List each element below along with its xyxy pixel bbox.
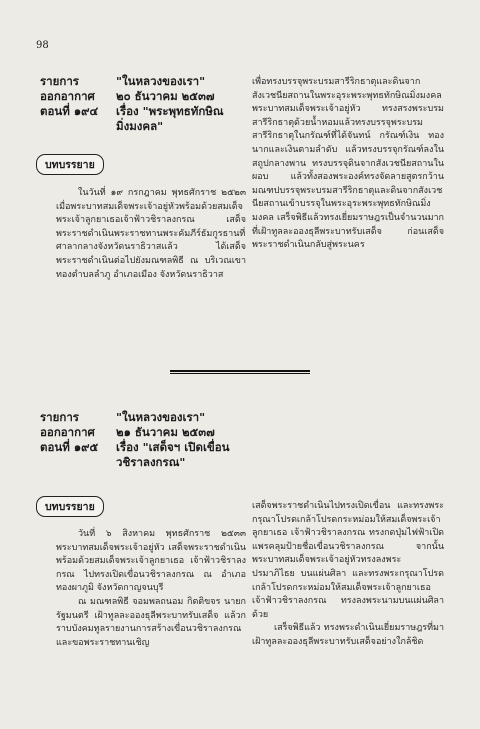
paragraph: ในวันที่ ๑๙ กรกฎาคม พุทธศักราช ๒๕๒๓ เมื่อพระบาทสมเด็จพระเจ้าอยู่หัวพร้อมด้วยสมเด็จพระเจ้าลูกยาเธอเจ้าฟ้าวชิราลงกรณ เสด็จพระราชดำเนินพระราชทานพระคัมภีร์ธัมกูรธานที่ศาลากลางจังหวัดนราธิวาสแล้ว ได้เสด็จพระราชดำเนินต่อไปยังมณฑลพิธี ณ บริเวณเขาทองตำบลลำภู อำเภอเมือง จังหวัดนราธิวาส bbox=[56, 188, 246, 280]
program-name: "ในหลวงของเรา" bbox=[116, 74, 206, 88]
broadcast-label: ออกอากาศ bbox=[40, 89, 95, 103]
episode-title: เรื่อง "เสด็จฯ เปิดเขื่อน bbox=[116, 440, 230, 454]
program-label: รายการ bbox=[40, 410, 79, 424]
narration-badge: บทบรรยาย bbox=[36, 154, 104, 175]
article-2-heading bbox=[40, 410, 230, 470]
article-2-right-column bbox=[252, 500, 444, 650]
paragraph: วันที่ ๖ สิงหาคม พุทธศักราช ๒๕๓๓ พระบาทสมเด็จพระเจ้าอยู่หัว เสด็จพระราชดำเนินพร้อมด้วยสมเด็จพระเจ้าลูกยาเธอ เจ้าฟ้าวชิราลงกรณ ไปทรงเปิดเขื่อนวชิราลงกรณ ณ อำเภอทองผาภูมิ จังหวัดกาญจนบุรี bbox=[56, 529, 246, 594]
paragraph: เพื่อทรงบรรจุพระบรมสารีริกธาตุและดินจากสังเวชนียสถานในพระอุระพระพุทธทักษิณมิ่งมงคล พระบาทสมเด็จพระเจ้าอยู่หัว ทรงสรงพระบรมสารีริกธาตุด้วยน้ำหอมแล้วทรงบรรจุพระบรมสารีริกธาตุในกรัณฑ์ที่ได้จันทน์ กรัณฑ์เงิน ทอง นากและเงินตามลำดับ แล้วทรงบรรจุกรัณฑ์ลงในสถูปกลางพาน ทรงบรรจุดินจากสังเวชนียสถานในผอบ แล้วทั้งสองพระองค์ทรงจัดลายสูตรกว้านมณฑปบรรจุพระบรมสารีริกธาตุและดินจากสังเวชนียสถานเข้าบรรจุในพระอุระพระพุทธทักษิณมิ่งมงคล เสร็จพิธีแล้วทรงเยี่ยมราษฎรเป็นจำนวนมากที่เฝ้าทูลละอองธุลีพระบาทรับเสด็จ ก่อนเสด็จพระราชดำเนินกลับสู่พระนคร bbox=[252, 77, 444, 251]
episode-label: ตอนที่ ๑๙๕ bbox=[40, 440, 99, 454]
section-divider bbox=[170, 370, 310, 374]
program-name: "ในหลวงของเรา" bbox=[116, 410, 206, 424]
article-1-right-column bbox=[252, 76, 444, 253]
episode-title-cont: มิ่งมงคล" bbox=[116, 119, 164, 133]
paragraph: ณ มณฑลพิธี จอมพลถนอม กิตติขจร นายกรัฐมนตรี เฝ้าทูลละอองธุลีพระบาทรับเสด็จ แล้วกราบบังคมทูลรายงานการสร้างเขื่อนวชิราลงกรณ และขอพระราชทานเชิญ bbox=[56, 596, 246, 648]
paragraph: เสร็จพิธีแล้ว ทรงพระดำเนินเยี่ยมราษฎรที่มาเฝ้าทูลละอองธุลีพระบาทรับเสด็จอย่างใกล้ชิด bbox=[252, 623, 444, 647]
episode-title: เรื่อง "พระพุทธทักษิณ bbox=[116, 104, 224, 118]
paragraph: เสด็จพระราชดำเนินไปทรงเปิดเขื่อน และทรงพระกรุณาโปรดเกล้าโปรดกระหม่อมให้สมเด็จพระเจ้าลูกยาเธอ เจ้าฟ้าวชิราลงกรณ ทรงกดปุ่มไฟฟ้าเปิดแพรคลุมป้ายชื่อเขื่อนวชิราลงกรณ จากนั้นพระบาทสมเด็จพระเจ้าอยู่หัวทรงลงพระปรมาภิไธย บนแผ่นศิลา และทรงพระกรุณาโปรดเกล้าโปรดกระหม่อมให้สมเด็จพระเจ้าลูกยาเธอ เจ้าฟ้าวชิราลงกรณ ทรงลงพระนามบนแผ่นศิลาด้วย bbox=[252, 501, 444, 620]
page-number: 98 bbox=[36, 40, 49, 51]
article-1-left-column bbox=[56, 187, 246, 282]
program-label: รายการ bbox=[40, 74, 79, 88]
broadcast-label: ออกอากาศ bbox=[40, 425, 95, 439]
article-1-heading bbox=[40, 74, 224, 134]
narration-badge: บทบรรยาย bbox=[36, 496, 104, 517]
episode-title-cont: วชิราลงกรณ" bbox=[116, 455, 186, 469]
article-2-left-column bbox=[56, 528, 246, 650]
broadcast-date: ๒๑ ธันวาคม ๒๕๓๗ bbox=[116, 425, 215, 439]
episode-label: ตอนที่ ๑๙๔ bbox=[40, 104, 99, 118]
broadcast-date: ๒๐ ธันวาคม ๒๕๓๗ bbox=[116, 89, 215, 103]
